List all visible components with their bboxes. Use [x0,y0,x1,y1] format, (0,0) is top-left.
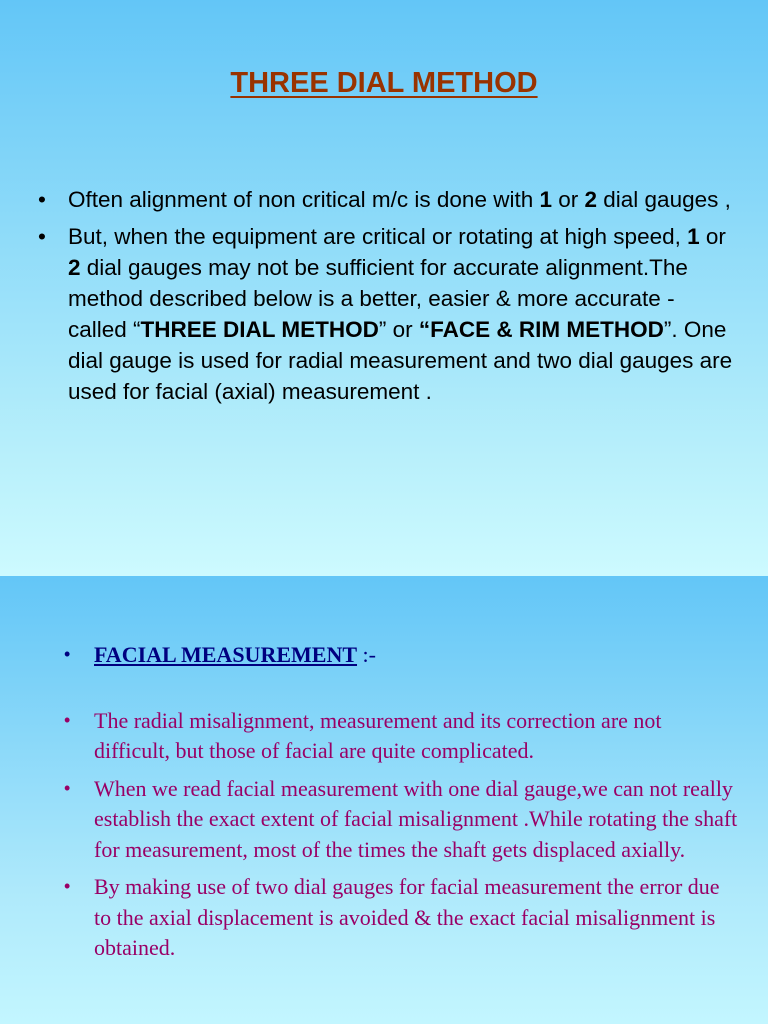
slide-facial-measurement [0,576,768,1024]
section-heading-item: • FACIAL MEASUREMENT :- [60,640,740,671]
bullet-icon: • [64,709,71,730]
bullet-list [34,184,734,413]
list-item: • By making use of two dial gauges for facial measurement the error due to the axial displacement is avoided & the exact facial misalignment is obtained. [60,872,740,964]
bullet-list [60,640,740,971]
list-item: • The radial misalignment, measurement and its correction are not difficult, but those of facial are quite complicated. [60,706,740,767]
section-heading: FACIAL MEASUREMENT [94,642,358,667]
list-item: • Often alignment of non critical m/c is done with 1 or 2 dial gauges , [34,184,734,215]
bullet-icon: • [64,777,71,798]
bullet-icon: • [64,876,71,896]
bullet-icon: • [38,187,46,212]
slide-title: THREE DIAL METHOD [230,67,538,99]
list-item: • But, when the equipment are critical or rotating at high speed, 1 or 2 dial gauges may not be sufficient for accurate alignment.The method described below is a better, easier & more accurate - called “THREE DIAL METHOD” or “FACE & RIM METHOD”. One dial gauge is used for radial measurement and two dial gauges are used for facial (axial) measurement . [34,221,734,407]
list-item: • When we read facial measurement with one dial gauge,we can not really establish the exact extent of facial misalignment .While rotating the shaft for measurement, most of the times the shaft gets displaced axially. [60,774,740,866]
bullet-icon: • [38,224,46,249]
bullet-icon: • [64,644,71,664]
